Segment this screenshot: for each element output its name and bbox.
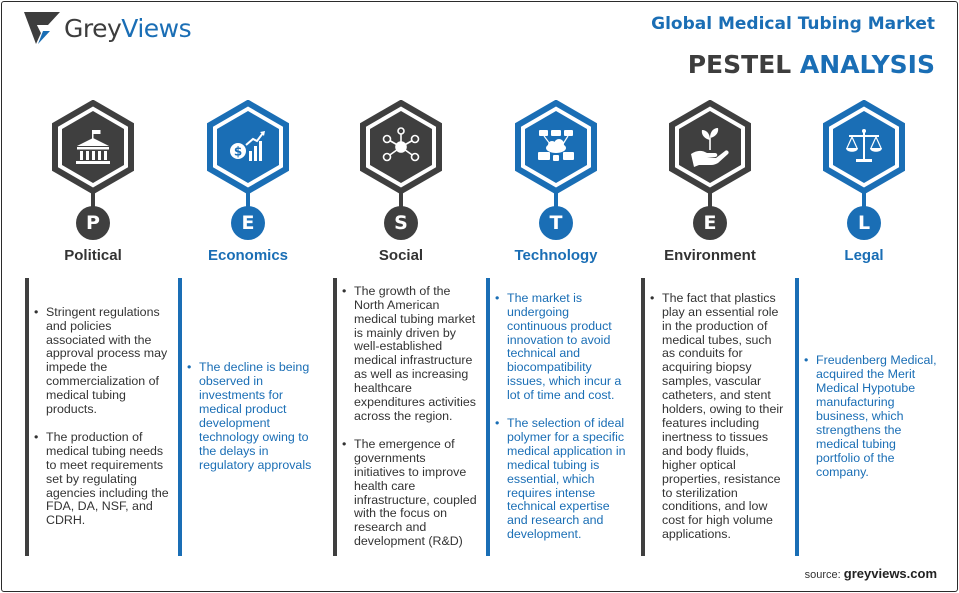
- logo-wordmark: [64, 14, 191, 43]
- hexagon-badge: [360, 100, 442, 194]
- logo-grey-text: Grey: [64, 13, 122, 43]
- hexagon-badge: [52, 100, 134, 194]
- source-link[interactable]: greyviews.com: [843, 566, 937, 581]
- logo-views-text: Views: [121, 13, 192, 43]
- letter-badge: S: [384, 206, 418, 240]
- text-box-technology: [486, 278, 632, 556]
- pestel-title-part2: ANALYSIS: [799, 50, 935, 79]
- logo-mark-icon: [24, 11, 60, 45]
- column-label: Environment: [664, 247, 756, 264]
- text-box-legal: [795, 278, 940, 556]
- bullet-item: • The emergence of governments initiatives to improve health care infrastructure, coupled with the focus on research and development (R&D): [342, 438, 478, 549]
- bullet-item: • Freudenberg Medical, acquired the Merit Medical Hypotube manufacturing business, which strengthens the medical tubing portfolio of the company.: [804, 354, 940, 479]
- source-prefix: source:: [804, 569, 841, 581]
- hexagon-badge: [669, 100, 751, 194]
- bullet-item: • The production of medical tubing needs to meet requirements set by regulating agencies including the FDA, DA, NSF, and CDRH.: [34, 431, 170, 528]
- hexagon-badge: [823, 100, 905, 194]
- greyviews-logo[interactable]: [24, 10, 191, 46]
- text-box-economics: [178, 278, 323, 556]
- column-label: Legal: [844, 247, 884, 264]
- bullet-item: • The decline is being observed in investments for medical product development technology owing to the delays in regulatory approvals: [187, 361, 323, 472]
- pestel-title-part1: PESTEL: [687, 50, 792, 79]
- hexagon-badge: [207, 100, 289, 194]
- text-box-political: [25, 278, 170, 556]
- text-box-social: [333, 278, 478, 556]
- hexagon-badge: [515, 100, 597, 194]
- letter-badge: L: [847, 206, 881, 240]
- letter-badge: T: [539, 206, 573, 240]
- market-title: Global Medical Tubing Market: [651, 14, 935, 34]
- bullet-item: • The market is undergoing continuous product innovation to avoid technical and biocompatibility issues, which incur a lot of time and cost.: [495, 292, 632, 403]
- bullet-item: • Stringent regulations and policies associated with the approval process may impede the commercialization of medical tubing products.: [34, 306, 170, 417]
- pestel-title: [688, 50, 935, 79]
- svg-text:$: $: [233, 144, 243, 159]
- bullet-item: • The fact that plastics play an essential role in the production of medical tubes, such as conduits for acquiring biopsy samples, vascular catheters, and stent holders, owing to their features including inertness to tissues and body fluids, higher optical properties, resistance to sterilization conditions, and low cost for high volume applications.: [650, 292, 786, 542]
- source-credit: [805, 566, 937, 581]
- letter-badge: P: [76, 206, 110, 240]
- column-label: Political: [64, 247, 122, 264]
- column-label: Technology: [514, 247, 598, 264]
- column-label: Social: [378, 247, 424, 264]
- letter-badge: E: [693, 206, 727, 240]
- column-label: Economics: [207, 247, 289, 264]
- bullet-item: • The growth of the North American medical tubing market is mainly driven by well-established medical infrastructure as well as increasing healthcare expenditures activities across the region.: [342, 285, 478, 424]
- letter-badge: E: [231, 206, 265, 240]
- text-box-environment: [641, 278, 786, 556]
- bullet-item: • The selection of ideal polymer for a specific medical application in medical tubing is essential, which requires intense technical expertise and research and development.: [495, 417, 632, 542]
